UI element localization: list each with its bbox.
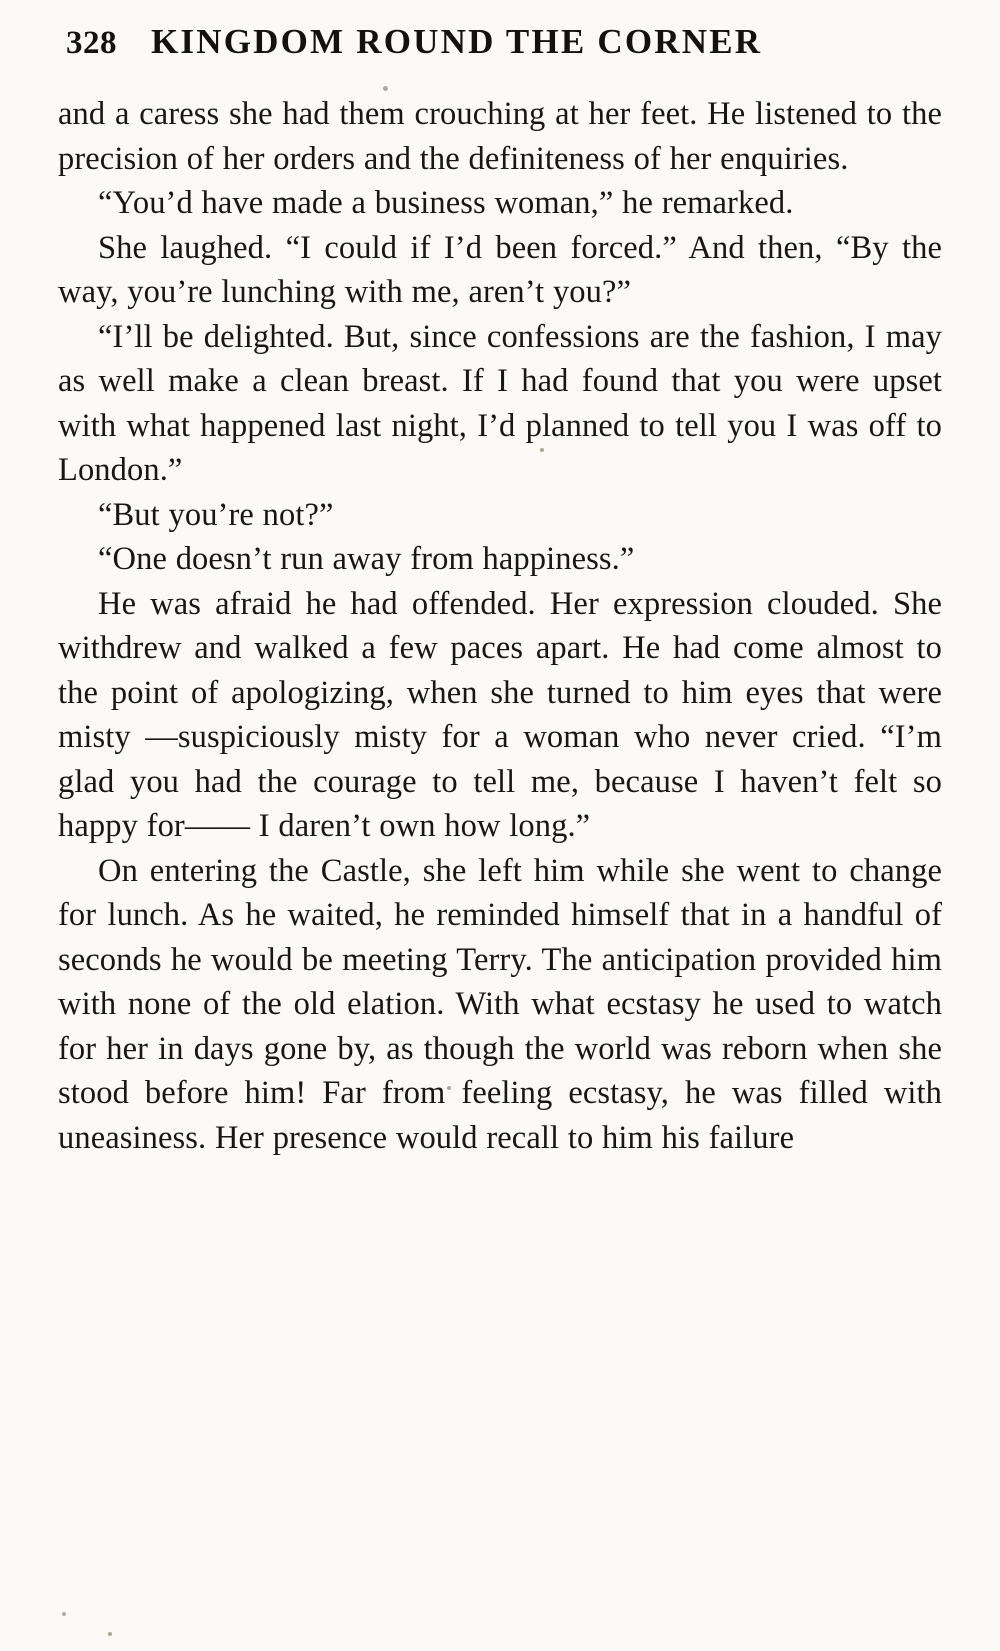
running-title: KINGDOM ROUND THE CORNER — [151, 22, 763, 61]
paragraph: “I’ll be delighted. But, since confessions are the fashion, I may as well make a clean breast. If I had found that you were upset with what happened last night, I’d planned to tell you I was off to London.” — [58, 318, 942, 488]
paragraph: He was afraid he had offended. Her expression clouded. She withdrew and walked a few paces apart. He had come almost to the point of apologizing, when she turned to him eyes that were misty —suspiciously misty for a woman who never cried. “I’m glad you had the courage to tell me, because I haven’t felt so happy for—— I daren’t own how long.” — [58, 585, 942, 844]
page-body — [58, 92, 942, 1160]
paragraph: “You’d have made a business woman,” he remarked. — [98, 185, 794, 221]
page-header — [58, 22, 942, 62]
paragraph: and a caress she had them crouching at her feet. He listened to the precision of her orders and the definiteness of her enquiries. — [58, 96, 942, 177]
page-speck — [62, 1612, 66, 1616]
paragraph: “One doesn’t run away from happiness.” — [98, 541, 635, 577]
paragraph: She laughed. “I could if I’d been forced.” And then, “By the way, you’re lunching with me, aren’t you?” — [58, 229, 942, 310]
page-number: 328 — [66, 25, 117, 61]
paragraph: On entering the Castle, she left him while she went to change for lunch. As he waited, he reminded himself that in a handful of seconds he would be meeting Terry. The anticipation provided him with none of the old elation. With what ecstasy he used to watch for her in days gone by, as though the world was reborn when she stood before him! Far from feeling ecstasy, he was filled with uneasiness. Her presence would recall to him his failure — [58, 852, 942, 1156]
page-speck — [108, 1632, 112, 1636]
paragraph: “But you’re not?” — [98, 496, 334, 533]
